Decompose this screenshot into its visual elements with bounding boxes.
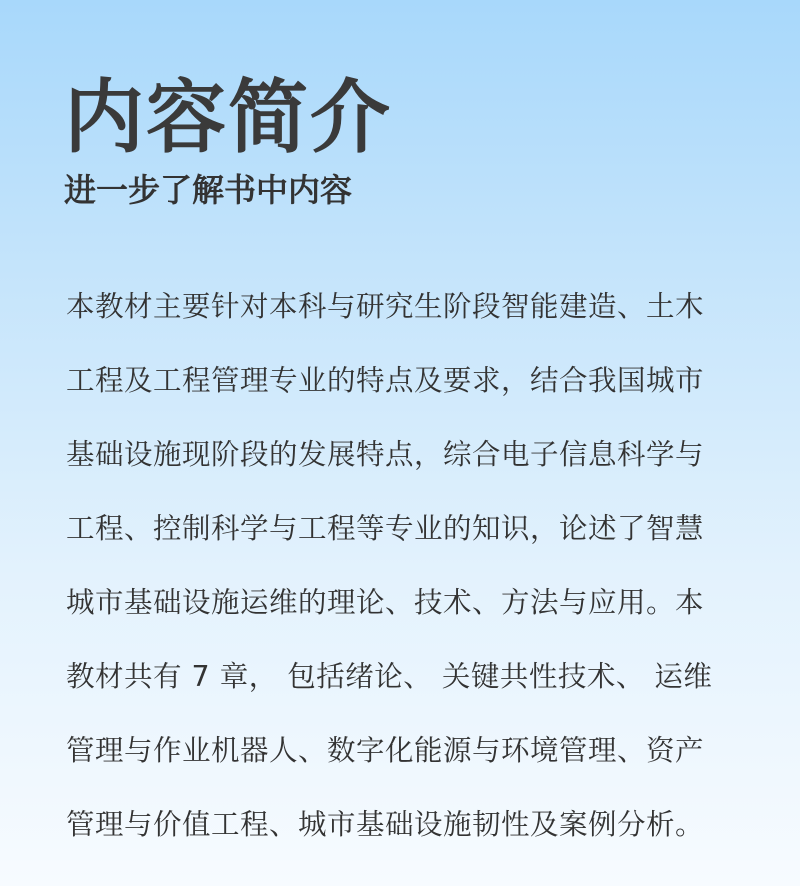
page-subtitle: 进一步了解书中内容 (64, 171, 353, 209)
text-line: 教材共有 7 章， 包括绪论、 关键共性技术、 运维 (66, 660, 713, 693)
text-line: 管理与作业机器人、数字化能源与环境管理、资产 (66, 734, 705, 767)
text-line: 城市基础设施运维的理论、技术、方法与应用。本 (66, 586, 705, 619)
text-line: 管理与价值工程、城市基础设施韧性及案例分析。 (66, 808, 705, 841)
text-line: 工程及工程管理专业的特点及要求，结合我国城市 (66, 364, 705, 397)
header (64, 70, 392, 210)
text-line: 本教材主要针对本科与研究生阶段智能建造、土木 (66, 290, 705, 323)
description-paragraph (66, 284, 746, 876)
text-line: 工程、控制科学与工程等专业的知识，论述了智慧 (66, 512, 705, 545)
text-line: 基础设施现阶段的发展特点，综合电子信息科学与 (66, 438, 705, 471)
page-title: 内容简介 (64, 71, 392, 164)
